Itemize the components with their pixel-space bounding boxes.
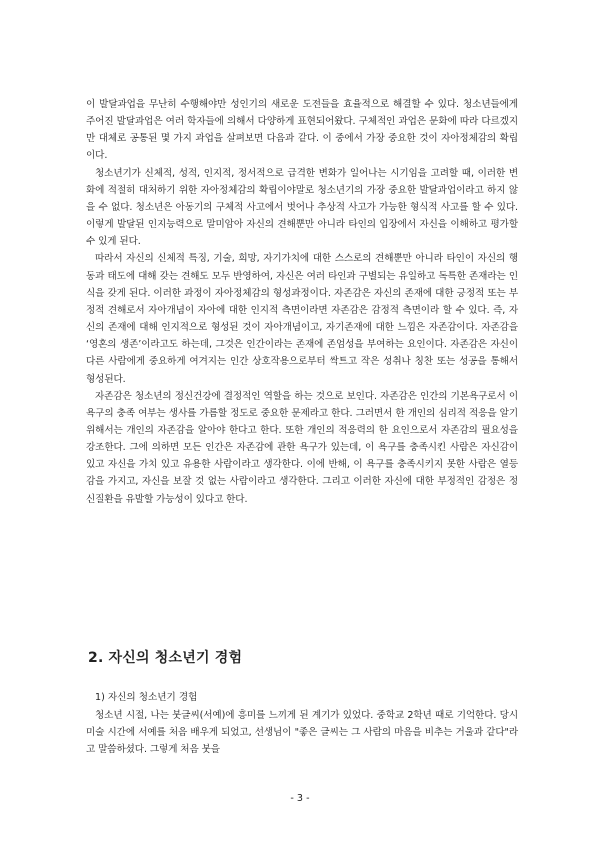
paragraph: 자존감은 청소년의 정신건강에 결정적인 역할을 하는 것으로 보인다. 자존감은 인간의 기본욕구로서 이 욕구의 충족 여부는 생사를 가름할 정도로 중요한 문제라고 한다. 그러면서 한 개인의 심리적 적응을 알기 위해서는 개인의 자존감을 알아야 한다고 한다. 또한 개인의 적응력의 한 요인으로서 자존감의 필요성을 강조한다. 그에 의하면 모든 인간은 자존감에 관한 욕구가 있는데, 이 욕구를 충족시킨 사람은 자신감이 있고 자신을 가치 있고 유용한 사람이라고 생각한다. 이에 반해, 이 욕구를 충족시키지 못한 사람은 열등감을 가지고, 자신을 보잘 것 없는 사람이라고 생각한다. 그리고 이러한 자신에 대한 부정적인 감정은 정신질환을 유발할 가능성이 있다고 한다. xyxy=(86,390,518,505)
sub-heading: 1) 자신의 청소년기 경험 xyxy=(95,692,198,703)
page-number: - 3 - xyxy=(290,793,310,804)
paragraph: 청소년 시절, 나는 붓글씨(서예)에 흥미를 느끼게 된 계기가 있었다. 중학교 2학년 때로 기억한다. 당시 미술 시간에 서예를 처음 배우게 되었고, 선생님이 "좋은 글씨는 그 사람의 마음을 비추는 거울과 같다"라고 말씀하셨다. 그렇게 처음 붓을 xyxy=(86,710,518,756)
paragraph: 따라서 자신의 신체적 특징, 기술, 희망, 자기가치에 대한 스스로의 견해뿐만 아니라 타인이 자신의 행동과 태도에 대해 갖는 견해도 모두 반영하여, 자신은 여러 타인과 구별되는 유일하고 독특한 존재라는 인식을 갖게 된다. 이러한 과정이 자아정체감의 형성과정이다. 자존감은 자신의 존재에 대한 긍정적 또는 부정적 견해로서 자아개념이 자아에 대한 인지적 측면이라면 자존감은 감정적 측면이라 할 수 있다. 즉, 자신의 존재에 대해 인지적으로 형성된 것이 자아개념이고, 자기존재에 대한 느낌은 자존감이다. 자존감을 ‘영혼의 생존’이라고도 하는데, 그것은 인간이라는 존재에 존엄성을 부여하는 요인이다. 자존감은 자신이 다른 사람에게 중요하게 여겨지는 인간 상호작용으로부터 싹트고 작은 성취나 칭찬 또는 성공을 통해서 형성된다. xyxy=(86,253,518,385)
body-text xyxy=(86,96,518,508)
paragraph: 청소년기가 신체적, 성적, 인지적, 정서적으로 급격한 변화가 일어나는 시기임을 고려할 때, 이러한 변화에 적절히 대처하기 위한 자아정체감의 확립이야말로 청소년기의 가장 중요한 발달과업이라고 하지 않을 수 없다. 청소년은 아동기의 구체적 사고에서 벗어나 추상적 사고가 가능한 형식적 사고를 할 수 있다. 이렇게 발달된 인지능력으로 말미암아 자신의 견해뿐만 아니라 타인의 입장에서 자신을 이해하고 평가할 수 있게 된다. xyxy=(86,167,518,248)
paragraph: 이 발달과업을 무난히 수행해야만 성인기의 새로운 도전들을 효율적으로 해결할 수 있다. 청소년들에게 주어진 발달과업은 여러 학자들에 의해서 다양하게 표현되어왔다. 구체적인 과업은 문화에 따라 다르겠지만 대체로 공통된 몇 가지 과업을 살펴보면 다음과 같다. 이 중에서 가장 중요한 것이 자아정체감의 확립이다. xyxy=(86,99,518,162)
section-heading: 2. 자신의 청소년기 경험 xyxy=(88,650,243,666)
